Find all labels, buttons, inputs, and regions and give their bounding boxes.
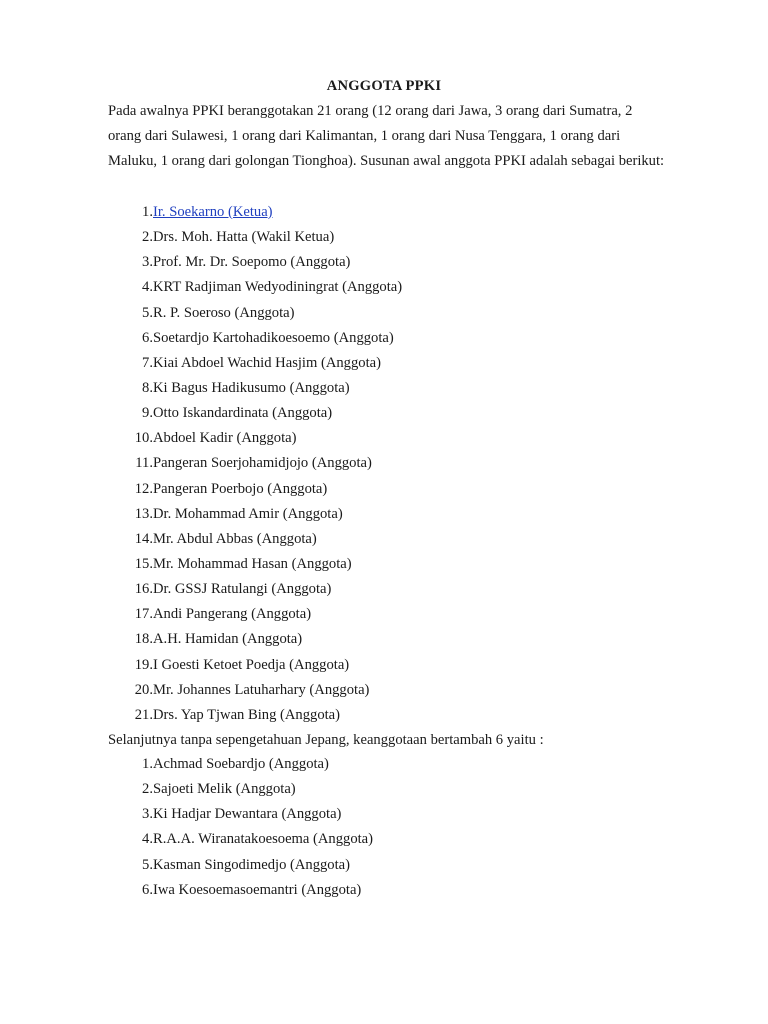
bridge-paragraph: Selanjutnya tanpa sepengetahuan Jepang, keanggotaan bertambah 6 yaitu :: [108, 732, 544, 748]
member-name: Pangeran Soerjohamidjojo (Anggota): [153, 455, 372, 472]
member-name: I Goesti Ketoet Poedja (Anggota): [153, 656, 350, 673]
list-number: 1.: [142, 204, 153, 220]
list-item: [108, 477, 402, 502]
intro-paragraph: Pada awalnya PPKI beranggotakan 21 orang (12 orang dari Jawa, 3 orang dari Sumatra, 2 orang dari Sulawesi, 1 orang dari Kalimantan, 1 orang dari Nusa Tenggara, 1 orang dari Maluku, 1 orang dari golongan Tionghoa). Susunan awal anggota PPKI adalah sebagai berikut:: [108, 103, 665, 170]
list-item: [108, 577, 402, 602]
list-item: [108, 853, 373, 878]
document-title: ANGGOTA PPKI: [326, 78, 442, 94]
member-name: Ki Bagus Hadikusumo (Anggota): [153, 379, 350, 396]
list-number: 1.: [142, 756, 153, 772]
list-item: [108, 777, 373, 802]
member-name: KRT Radjiman Wedyodiningrat (Anggota): [153, 279, 403, 296]
list-item: [108, 602, 402, 627]
member-name: R.A.A. Wiranatakoesoema (Anggota): [153, 831, 374, 848]
list-item: [108, 502, 402, 527]
list-number: 21.: [134, 706, 153, 723]
list-item: [108, 703, 402, 728]
list-item: [108, 552, 402, 577]
list-number: 17.: [134, 606, 153, 623]
list-number: 11.: [135, 455, 153, 472]
list-item: [108, 351, 402, 376]
list-item: [108, 653, 402, 678]
list-number: 4.: [142, 831, 153, 848]
member-name: Prof. Mr. Dr. Soepomo (Anggota): [153, 254, 351, 271]
member-name: Mr. Johannes Latuharhary (Anggota): [153, 681, 370, 698]
list-item[interactable]: [108, 200, 402, 225]
member-name: Mr. Mohammad Hasan (Anggota): [153, 555, 352, 572]
list-number: 9.: [142, 405, 153, 422]
list-number: 16.: [134, 581, 153, 598]
member-name: Soetardjo Kartohadikoesoemo (Anggota): [153, 329, 394, 346]
member-name: Abdoel Kadir (Anggota): [153, 430, 297, 447]
list-item: [108, 225, 402, 250]
list-item: [108, 878, 373, 903]
member-name: Ki Hadjar Dewantara (Anggota): [153, 806, 342, 823]
member-name: Iwa Koesoemasoemantri (Anggota): [153, 881, 362, 898]
member-name: Pangeran Poerbojo (Anggota): [153, 480, 328, 497]
list-item: [108, 827, 373, 852]
list-number: 18.: [134, 631, 153, 648]
member-list: [108, 200, 402, 728]
list-number: 19.: [134, 656, 153, 673]
list-number: 12.: [134, 480, 153, 497]
list-number: 6.: [142, 881, 153, 898]
member-name: Dr. Mohammad Amir (Anggota): [153, 505, 343, 522]
list-item: [108, 401, 402, 426]
list-item: [108, 376, 402, 401]
list-number: 13.: [134, 505, 153, 522]
list-number: 3.: [142, 806, 153, 823]
list-item: [108, 527, 402, 552]
member-name: Otto Iskandardinata (Anggota): [153, 405, 333, 422]
list-number: 3.: [142, 254, 153, 271]
list-item: [108, 250, 402, 275]
member-name: Dr. GSSJ Ratulangi (Anggota): [153, 581, 332, 598]
member-name: R. P. Soeroso (Anggota): [153, 304, 295, 321]
list-item: [108, 275, 402, 300]
additional-member-list: [108, 752, 373, 903]
member-name: Kiai Abdoel Wachid Hasjim (Anggota): [153, 354, 381, 371]
member-link-soekarno[interactable]: Ir. Soekarno (Ketua): [153, 204, 273, 220]
list-item: [108, 326, 402, 351]
list-number: 14.: [134, 530, 153, 547]
list-number: 5.: [142, 304, 153, 321]
member-name: Kasman Singodimedjo (Anggota): [153, 856, 350, 873]
list-item: [108, 752, 373, 777]
list-item: [108, 301, 402, 326]
list-number: 20.: [134, 681, 153, 698]
list-number: 6.: [142, 329, 153, 346]
list-number: 5.: [142, 856, 153, 873]
list-item: [108, 627, 402, 652]
member-name: Andi Pangerang (Anggota): [153, 606, 312, 623]
member-name: Achmad Soebardjo (Anggota): [153, 756, 329, 772]
member-name: Drs. Yap Tjwan Bing (Anggota): [153, 706, 341, 723]
list-number: 10.: [134, 430, 153, 447]
list-number: 7.: [142, 354, 153, 371]
list-number: 4.: [142, 279, 153, 296]
list-item: [108, 426, 402, 451]
member-name: Mr. Abdul Abbas (Anggota): [153, 530, 317, 547]
list-number: 2.: [142, 781, 153, 798]
member-name: Drs. Moh. Hatta (Wakil Ketua): [153, 229, 335, 246]
list-number: 15.: [134, 555, 153, 572]
list-item: [108, 451, 402, 476]
member-name: A.H. Hamidan (Anggota): [153, 631, 303, 648]
list-item: [108, 678, 402, 703]
member-name: Sajoeti Melik (Anggota): [153, 781, 296, 798]
list-number: 2.: [142, 229, 153, 246]
list-item: [108, 802, 373, 827]
list-number: 8.: [142, 379, 153, 396]
